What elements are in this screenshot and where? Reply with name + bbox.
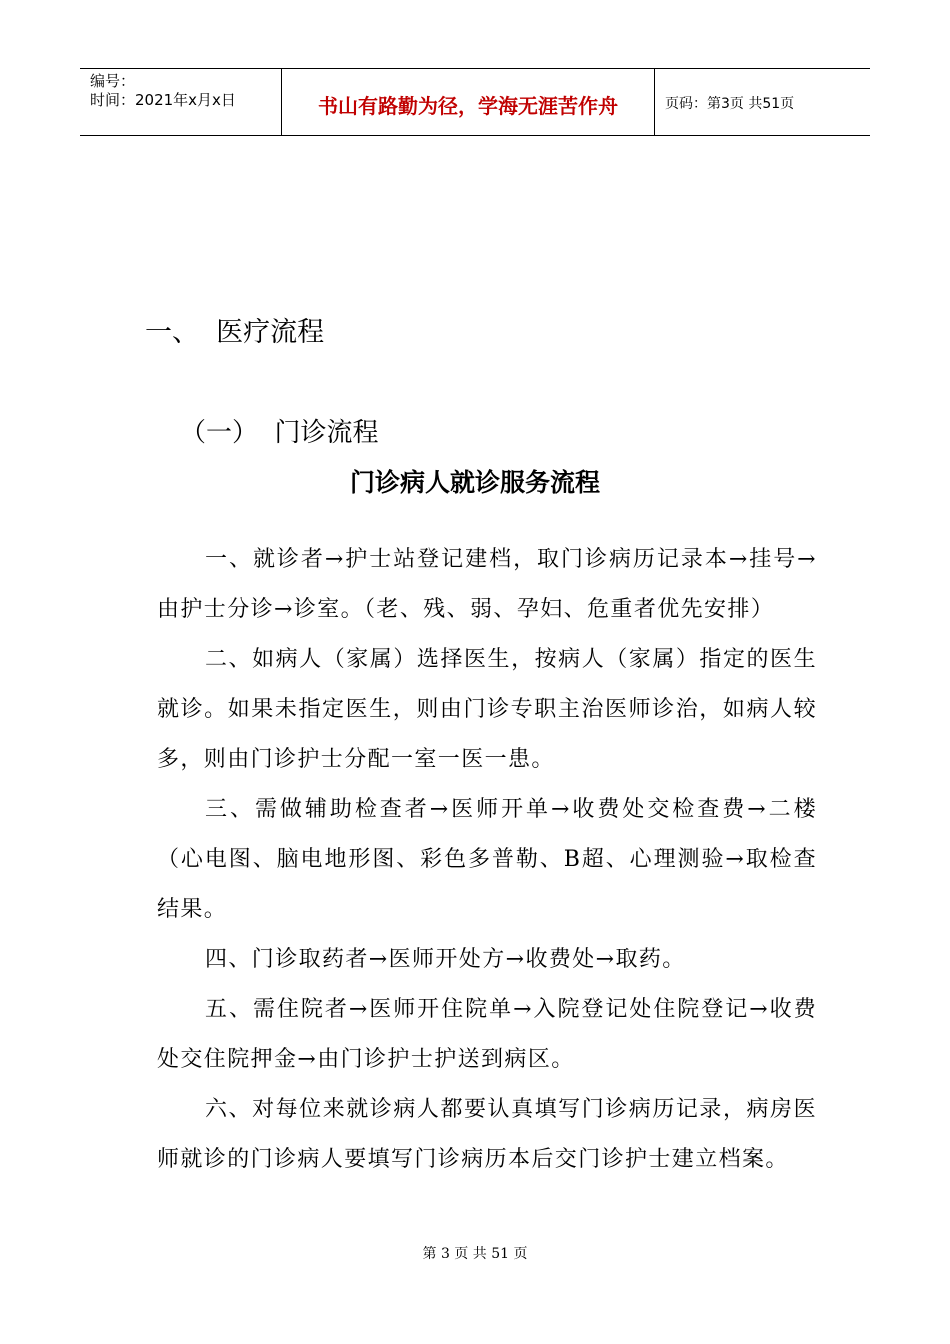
header-motto-cell — [282, 69, 655, 135]
document-number-label: 编号： — [90, 72, 136, 90]
paragraph: 一、就诊者→护士站登记建档，取门诊病历记录本→挂号→由护士分诊→诊室。（老、残、弱、孕妇、危重者优先安排） — [157, 547, 817, 622]
section-heading-level1: 一、 医疗流程 — [145, 317, 325, 348]
section-heading-level2: （一） 门诊流程 — [180, 418, 379, 448]
page-header-table — [80, 68, 870, 136]
paragraph: 三、需做辅助检查者→医师开单→收费处交检查费→二楼（心电图、脑电地形图、彩色多普勒、B超、心理测验→取检查结果。 — [157, 797, 817, 922]
header-page-cell — [655, 69, 870, 135]
paragraph: 六、对每位来就诊病人都要认真填写门诊病历记录，病房医师就诊的门诊病人要填写门诊病历本后交门诊护士建立档案。 — [157, 1097, 817, 1172]
body-text — [157, 535, 817, 1185]
header-page-code: 页码：第3页 共51页 — [665, 96, 795, 112]
paragraph: 二、如病人（家属）选择医生，按病人（家属）指定的医生就诊。如果未指定医生，则由门诊专职主治医师诊治，如病人较多，则由门诊护士分配一室一医一患。 — [157, 647, 817, 772]
paragraph: 四、门诊取药者→医师开处方→收费处→取药。 — [205, 947, 686, 972]
header-motto: 书山有路勤为径，学海无涯苦作舟 — [318, 93, 618, 118]
document-time-label: 时间：2021年x月x日 — [90, 91, 236, 109]
page-footer: 第 3 页 共 51 页 — [422, 1246, 528, 1262]
paragraph: 五、需住院者→医师开住院单→入院登记处住院登记→收费处交住院押金→由门诊护士护送到病区。 — [157, 997, 817, 1072]
header-meta-cell — [80, 69, 282, 135]
document-title: 门诊病人就诊服务流程 — [349, 468, 600, 497]
